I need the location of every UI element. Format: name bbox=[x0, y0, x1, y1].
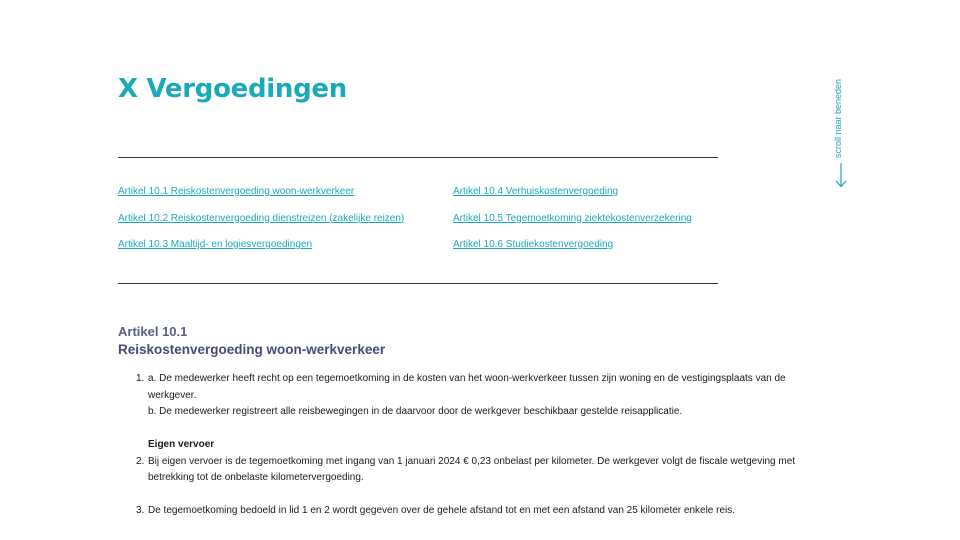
toc-link-10-5[interactable]: Artikel 10.5 Tegemoetkoming ziektekostenverzekering bbox=[453, 212, 692, 224]
toc-column-left bbox=[118, 184, 404, 264]
clause-3 bbox=[136, 503, 824, 520]
clause-number: 1. bbox=[136, 373, 145, 384]
article-body bbox=[136, 371, 824, 520]
scroll-down-hint[interactable] bbox=[832, 74, 852, 188]
clause-1b-text: b. De medewerker registreert alle reisbewegingen in de daarvoor door de werkgever beschikbaar gestelde reisapplicatie. bbox=[148, 406, 683, 417]
toc-link-10-3[interactable]: Artikel 10.3 Maaltijd- en logiesvergoedingen bbox=[118, 239, 313, 250]
arrow-down-icon bbox=[834, 162, 848, 193]
clause-2-text: Bij eigen vervoer is de tegemoetkoming met ingang van 1 januari 2024 € 0,23 onbelast per kilometer. De werkgever volgt de fiscale wetgeving met betrekking tot de onbelaste kilometervergoeding. bbox=[148, 455, 796, 483]
toc-link-10-2[interactable]: Artikel 10.2 Reiskostenvergoeding dienstreizen (zakelijke reizen) bbox=[118, 212, 405, 224]
clause-number: 3. bbox=[136, 505, 145, 516]
subheading-eigen-vervoer: Eigen vervoer bbox=[148, 439, 215, 450]
toc-link-10-4[interactable]: Artikel 10.4 Verhuiskostenvergoeding bbox=[453, 186, 619, 197]
toc-column-right bbox=[453, 184, 692, 264]
scroll-hint-label: scroll naar beneden bbox=[833, 78, 843, 158]
divider-bottom bbox=[118, 283, 718, 284]
toc-link-10-6[interactable]: Artikel 10.6 Studiekostenvergoeding bbox=[453, 239, 614, 250]
clause-1a-text: a. De medewerker heeft recht op een tegemoetkoming in de kosten van het woon-werkverkeer tussen zijn woning en de vestigingsplaats van de werkgever. bbox=[148, 373, 786, 401]
clause-2 bbox=[136, 454, 824, 487]
article-number: Artikel 10.1 bbox=[118, 324, 188, 339]
clause-1 bbox=[136, 371, 824, 421]
divider-top bbox=[118, 157, 718, 158]
clause-3-text: De tegemoetkoming bedoeld in lid 1 en 2 wordt gegeven over de gehele afstand tot en met een afstand van 25 kilometer enkele reis. bbox=[148, 505, 736, 516]
article-title: Reiskostenvergoeding woon-werkverkeer bbox=[118, 342, 386, 357]
chapter-title: X Vergoedingen bbox=[118, 74, 347, 104]
toc-link-10-1[interactable]: Artikel 10.1 Reiskostenvergoeding woon-werkverkeer bbox=[118, 186, 355, 197]
clause-number: 2. bbox=[136, 455, 145, 467]
